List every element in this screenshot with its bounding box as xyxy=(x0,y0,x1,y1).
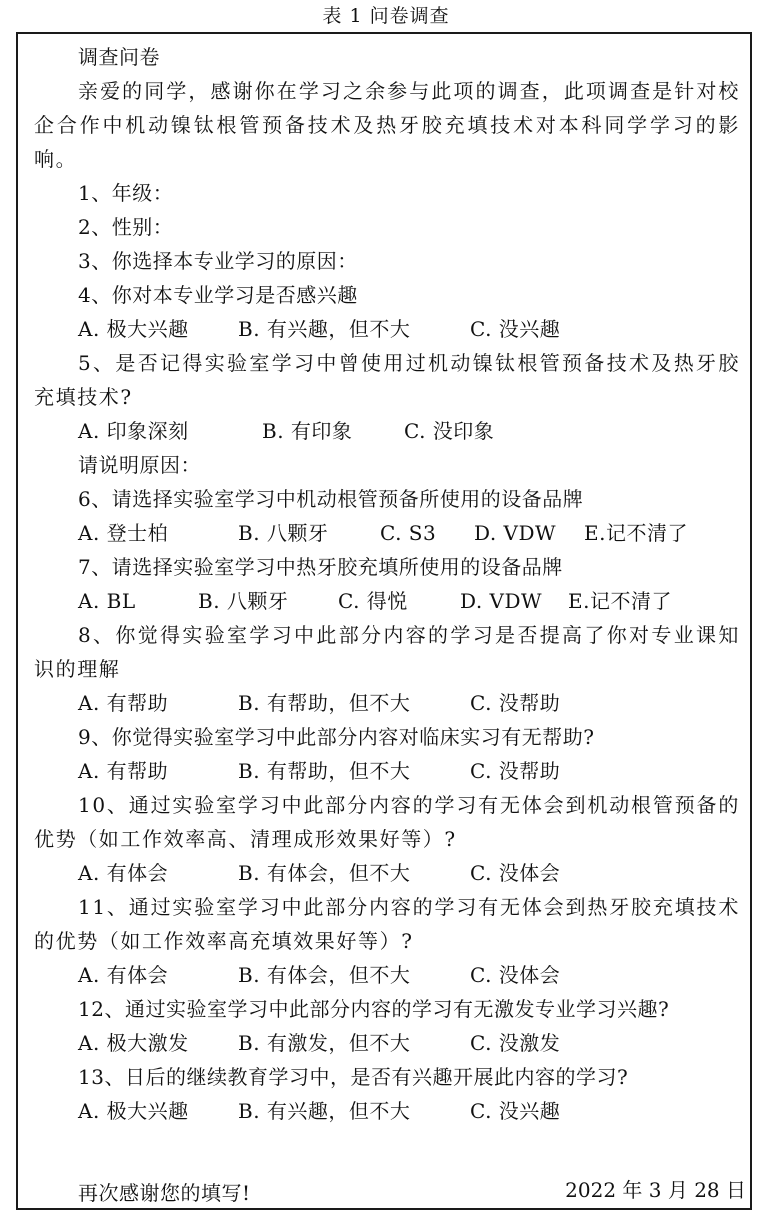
option-b: B. 有兴趣，但不大 xyxy=(238,1099,411,1123)
option-b: B. 有兴趣，但不大 xyxy=(238,317,411,341)
question-13: 13、日后的继续教育学习中，是否有兴趣开展此内容的学习? xyxy=(78,1065,629,1089)
option-b: B. 有激发，但不大 xyxy=(238,1031,411,1055)
question-12: 12、通过实验室学习中此部分内容的学习有无激发专业学习兴趣? xyxy=(78,997,670,1021)
option-c: C. 没激发 xyxy=(470,1031,561,1055)
option-d: D. VDW xyxy=(460,589,543,613)
option-b: B. 有印象 xyxy=(262,419,353,443)
survey-body xyxy=(34,40,740,1210)
option-c: C. 没印象 xyxy=(404,419,495,443)
option-a: A. 极大兴趣 xyxy=(78,317,189,341)
option-b: B. 有帮助，但不大 xyxy=(238,759,411,783)
question-6-options xyxy=(34,516,740,550)
question-12-options xyxy=(34,1026,740,1060)
question-13-options xyxy=(34,1094,740,1128)
question-5-options xyxy=(34,414,740,448)
option-c: C. 得悦 xyxy=(338,589,408,613)
question-3: 3、你选择本专业学习的原因： xyxy=(78,249,358,273)
question-1: 1、年级： xyxy=(78,181,174,205)
question-2: 2、性别： xyxy=(78,215,174,239)
option-b: B. 有帮助，但不大 xyxy=(238,691,411,715)
option-a: A. 登士柏 xyxy=(78,521,169,545)
option-b: B. 有体会，但不大 xyxy=(238,861,411,885)
option-c: C. 没兴趣 xyxy=(470,317,561,341)
question-11-options xyxy=(34,958,740,992)
question-11: 11、通过实验室学习中此部分内容的学习有无体会到热牙胶充填技术的优势（如工作效率高充填效果好等）? xyxy=(34,895,740,953)
option-a: A. 有体会 xyxy=(78,963,169,987)
question-8-options xyxy=(34,686,740,720)
option-c: C. 没兴趣 xyxy=(470,1099,561,1123)
option-a: A. 印象深刻 xyxy=(78,419,189,443)
option-c: C. 没体会 xyxy=(470,861,561,885)
option-a: A. 有帮助 xyxy=(78,759,169,783)
survey-frame xyxy=(16,32,752,1210)
question-7-options xyxy=(34,584,740,618)
question-4-options xyxy=(34,312,740,346)
survey-date: 2022 年 3 月 28 日 xyxy=(565,1178,746,1202)
question-7: 7、请选择实验室学习中热牙胶充填所使用的设备品牌 xyxy=(78,555,563,579)
table-caption: 表 1 问卷调查 xyxy=(322,5,450,27)
question-6: 6、请选择实验室学习中机动根管预备所使用的设备品牌 xyxy=(78,487,584,511)
option-a: A. 极大激发 xyxy=(78,1031,189,1055)
question-9: 9、你觉得实验室学习中此部分内容对临床实习有无帮助? xyxy=(78,725,595,749)
option-a: A. BL xyxy=(78,589,136,613)
survey-heading: 调查问卷 xyxy=(78,45,160,69)
closing-note: 再次感谢您的填写! xyxy=(78,1181,251,1205)
option-a: A. 极大兴趣 xyxy=(78,1099,189,1123)
option-d: D. VDW xyxy=(474,521,557,545)
question-4: 4、你对本专业学习是否感兴趣 xyxy=(78,283,358,307)
question-5: 5、是否记得实验室学习中曾使用过机动镍钛根管预备技术及热牙胶充填技术? xyxy=(34,351,740,409)
option-e: E.记不清了 xyxy=(584,521,688,545)
survey-intro: 亲爱的同学，感谢你在学习之余参与此项的调查，此项调查是针对校企合作中机动镍钛根管预备技术及热牙胶充填技术对本科同学学习的影响。 xyxy=(34,79,740,171)
question-10-options xyxy=(34,856,740,890)
option-c: C. 没帮助 xyxy=(470,759,561,783)
option-c: C. 没体会 xyxy=(470,963,561,987)
option-b: B. 八颗牙 xyxy=(198,589,289,613)
option-a: A. 有帮助 xyxy=(78,691,169,715)
question-5-reason: 请说明原因： xyxy=(78,453,201,477)
option-e: E.记不清了 xyxy=(568,589,672,613)
question-9-options xyxy=(34,754,740,788)
question-10: 10、通过实验室学习中此部分内容的学习有无体会到机动根管预备的优势（如工作效率高、清理成形效果好等）? xyxy=(34,793,740,851)
blank-line xyxy=(34,1128,740,1162)
option-b: B. 有体会，但不大 xyxy=(238,963,411,987)
option-c: C. S3 xyxy=(380,521,437,545)
question-8: 8、你觉得实验室学习中此部分内容的学习是否提高了你对专业课知识的理解 xyxy=(34,623,740,681)
option-b: B. 八颗牙 xyxy=(238,521,329,545)
option-c: C. 没帮助 xyxy=(470,691,561,715)
option-a: A. 有体会 xyxy=(78,861,169,885)
